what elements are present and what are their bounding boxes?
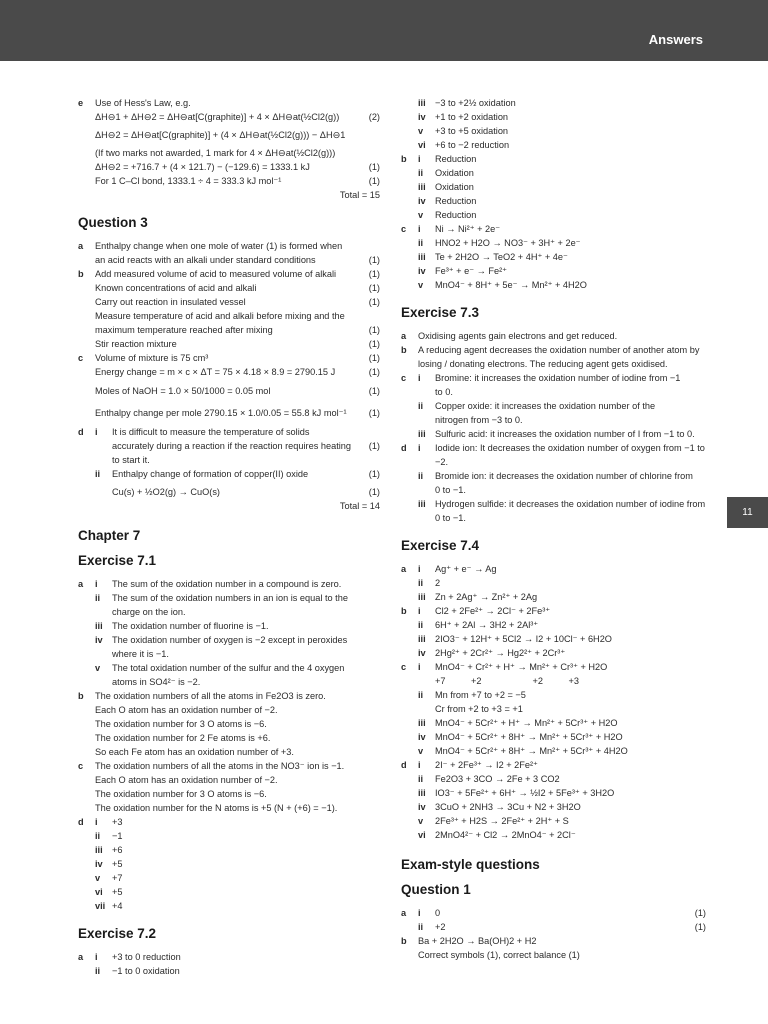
ex72-part-c: c i Ni → Ni²⁺ + 2e⁻: [401, 224, 501, 234]
list-item: v MnO4⁻ + 5Cr²⁺ + 8H⁺ → Mn²⁺ + 5Cr³⁺ + 4H2O: [418, 746, 628, 756]
answer-line: The oxidation number for the N atoms is +5 (N + (+6) = −1).: [95, 803, 338, 813]
answer-line: Carry out reaction in insulated vessel (1): [95, 297, 380, 307]
list-item: v +3 to +5 oxidation: [418, 126, 509, 136]
ex71-part-a: a i The sum of the oxidation number in a compound is zero.: [78, 579, 342, 589]
list-item: iii The oxidation number of fluorine is −1.: [95, 621, 269, 631]
answer-line: The oxidation number for 3 O atoms is −6.: [95, 719, 267, 729]
ex71-part-b: b The oxidation numbers of all the atoms in Fe2O3 is zero.: [78, 691, 326, 701]
ex72-part-b: b i Reduction: [401, 154, 477, 164]
exercise-7-2-heading: Exercise 7.2: [78, 926, 157, 941]
ex71-part-d: d i +3: [78, 817, 123, 827]
question-3-heading: Question 3: [78, 215, 148, 230]
answer-text: Use of Hess's Law, e.g.: [95, 98, 191, 108]
exercise-7-4-heading: Exercise 7.4: [401, 538, 480, 553]
list-item: ii 2: [418, 578, 441, 588]
answer-line: Each O atom has an oxidation number of −2.: [95, 775, 278, 785]
q3-part-a: a Enthalpy change when one mole of water (1) is formed when an acid reacts with an alkali under standard conditions (1): [78, 241, 380, 265]
list-item: ii HNO2 + H2O → NO3⁻ + 3H⁺ + 2e⁻: [418, 238, 581, 248]
list-item: iii Sulfuric acid: it increases the oxidation number of I from −1 to 0.: [418, 429, 695, 439]
list-item: v +7: [95, 873, 123, 883]
list-item: v Reduction: [418, 210, 477, 220]
list-item: vi +5: [95, 887, 123, 897]
list-item: iv The oxidation number of oxygen is −2 except in peroxides where it is −1.: [95, 635, 348, 659]
ex72-part-a: a i +3 to 0 reduction: [78, 952, 181, 962]
part-e: [78, 96, 380, 110]
answer-line: Measure temperature of acid and alkali before mixing and the maximum temperature reached after mixing (1): [95, 311, 380, 335]
answer-line: Enthalpy change per mole 2790.15 × 1.0/0.05 = 55.8 kJ mol⁻¹ (1): [95, 408, 380, 418]
list-item: iii IO3⁻ + 5Fe²⁺ + 6H⁺ → ½I2 + 5Fe³⁺ + 3H2O: [418, 788, 615, 798]
list-item: vi +6 to −2 reduction: [418, 140, 510, 150]
total: Total = 15: [339, 190, 380, 200]
q3-part-b: b Add measured volume of acid to measured volume of alkali (1): [78, 269, 380, 279]
list-item: iv MnO4⁻ + 5Cr²⁺ + 8H⁺ → Mn²⁺ + 5Cr³⁺ + H2O: [418, 732, 623, 742]
list-item: iv 2Hg²⁺ + 2Cr²⁺ → Hg2²⁺ + 2Cr³⁺: [418, 648, 566, 658]
q1-part-a: a i 0 (1): [401, 908, 706, 918]
list-item: ii Fe2O3 + 3CO → 2Fe + 3 CO2: [418, 774, 560, 784]
answer-line: Cu(s) + ½O2(g) → CuO(s) (1): [112, 487, 380, 497]
answer-line: ΔH⊖2 = ΔH⊖at[C(graphite)] + (4 × ΔH⊖at(½Cl2(g))) − ΔH⊖1: [95, 130, 346, 140]
mark: (1): [694, 908, 706, 918]
list-item: iii Zn + 2Ag⁺ → Zn²⁺ + 2Ag: [418, 592, 538, 602]
list-item: vii +4: [95, 901, 123, 911]
q3-part-c: c Volume of mixture is 75 cm³ (1): [78, 353, 380, 363]
list-item: v 2Fe³⁺ + H2S → 2Fe²⁺ + 2H⁺ + S: [418, 816, 569, 826]
list-item: iv Fe³⁺ + e⁻ → Fe²⁺: [418, 266, 507, 276]
list-item: ii −1 to 0 oxidation: [95, 966, 180, 976]
q1-part-b: b Ba + 2H2O → Ba(OH)2 + H2: [401, 936, 537, 946]
list-item: iii −3 to +2½ oxidation: [418, 98, 516, 108]
list-item: iii Oxidation: [418, 182, 474, 192]
list-item: iv 3CuO + 2NH3 → 3Cu + N2 + 3H2O: [418, 802, 581, 812]
ex73-part-b: b A reducing agent decreases the oxidation number of another atom by losing / donating electrons. The reducing agent gets oxidised.: [401, 345, 700, 369]
ex71-part-c: c The oxidation numbers of all the atoms in the NO3⁻ ion is −1.: [78, 761, 345, 771]
list-item: iv Reduction: [418, 196, 477, 206]
answer-line: For 1 C–Cl bond, 1333.1 ÷ 4 = 333.3 kJ mol⁻¹ (1): [95, 176, 380, 186]
list-item: iii +6: [95, 845, 123, 855]
list-item: ii Copper oxide: it increases the oxidation number of the nitrogen from −3 to 0.: [418, 401, 656, 425]
answer-line: (If two marks not awarded, 1 mark for 4 × ΔH⊖at(½Cl2(g))): [95, 148, 336, 158]
answer-line: ΔH⊖2 = +716.7 + (4 × 121.7) − (−129.6) = 1333.1 kJ (1): [95, 162, 380, 172]
ex73-part-c: c i Bromine: it increases the oxidation number of iodine from −1 to 0.: [401, 373, 681, 397]
answer-line: The oxidation number for 3 O atoms is −6.: [95, 789, 267, 799]
list-item: iii Te + 2H2O → TeO2 + 4H⁺ + 4e⁻: [418, 252, 568, 262]
list-item: iii Hydrogen sulfide: it decreases the oxidation number of iodine from 0 to −1.: [418, 499, 706, 523]
mark: (1): [368, 255, 380, 265]
ex73-part-d: d i Iodide ion: It decreases the oxidation number of oxygen from −1 to −2.: [401, 443, 705, 467]
answer-line: Cr from +2 to +3 = +1: [435, 704, 523, 714]
oxidation-numbers: +7 +2 +2 +3: [435, 676, 580, 686]
left-column: [78, 96, 380, 978]
list-item: ii −1: [95, 831, 123, 841]
list-item: ii Oxidation: [418, 168, 474, 178]
exercise-7-1-heading: Exercise 7.1: [78, 553, 157, 568]
question-1-heading: Question 1: [401, 882, 471, 897]
mark: (2): [368, 112, 380, 122]
mark: (1): [368, 162, 380, 172]
chapter-tab: 11: [727, 497, 768, 528]
list-item: ii 6H⁺ + 2Al → 3H2 + 2Al³⁺: [418, 620, 539, 630]
exam-style-heading: Exam-style questions: [401, 857, 540, 872]
list-item: ii +2 (1): [418, 922, 706, 932]
list-item: iii 2IO3⁻ + 12H⁺ + 5Cl2 → I2 + 10Cl⁻ + 6H2O: [418, 634, 612, 644]
answer-line: Energy change = m × c × ΔT = 75 × 4.18 × 8.9 = 2790.15 J (1): [95, 367, 380, 377]
chapter-heading: Chapter 7: [78, 528, 141, 543]
list-item: iii MnO4⁻ + 5Cr²⁺ + H⁺ → Mn²⁺ + 5Cr³⁺ + H2O: [418, 718, 618, 728]
list-item: ii Mn from +7 to +2 = −5: [418, 690, 526, 700]
answer-line: Correct symbols (1), correct balance (1): [418, 950, 580, 960]
mark: (1): [694, 922, 706, 932]
list-item: ii Bromide ion: it decreases the oxidation number of chlorine from 0 to −1.: [418, 471, 693, 495]
mark: (1): [368, 269, 380, 279]
answer-line: So each Fe atom has an oxidation number of +3.: [95, 747, 294, 757]
q3-part-d: d i It is difficult to measure the temperature of solids accurately during a reaction if the reaction requires heating to start it. (1): [78, 427, 380, 465]
list-item: v MnO4⁻ + 8H⁺ + 5e⁻ → Mn²⁺ + 4H2O: [418, 280, 587, 290]
list-item: iv +1 to +2 oxidation: [418, 112, 509, 122]
total: Total = 14: [339, 501, 380, 511]
exercise-7-3-heading: Exercise 7.3: [401, 305, 480, 320]
answer-line: The oxidation number for 2 Fe atoms is +6.: [95, 733, 271, 743]
answer-line: ΔH⊖1 + ΔH⊖2 = ΔH⊖at[C(graphite)] + 4 × ΔH⊖at(½Cl2(g)) (2): [95, 112, 380, 122]
ex73-part-a: a Oxidising agents gain electrons and get reduced.: [401, 331, 618, 341]
list-item: v The total oxidation number of the sulfur and the 4 oxygen atoms in SO4²⁻ is −2.: [95, 663, 345, 687]
part-label: e: [78, 98, 84, 108]
answer-line: Known concentrations of acid and alkali (1): [95, 283, 380, 293]
list-item: iv +5: [95, 859, 123, 869]
ex74-part-d: d i 2I⁻ + 2Fe³⁺ → I2 + 2Fe²⁺: [401, 760, 538, 770]
ex74-part-a: a i Ag⁺ + e⁻ → Ag: [401, 564, 497, 574]
answer-line: Stir reaction mixture (1): [95, 339, 380, 349]
mark: (1): [368, 176, 380, 186]
q3-part-d-ii: ii Enthalpy change of formation of copper(II) oxide (1): [95, 469, 380, 479]
list-item: vi 2MnO4²⁻ + Cl2 → 2MnO4⁻ + 2Cl⁻: [418, 830, 576, 840]
right-column: [401, 96, 706, 962]
ex74-part-b: b i Cl2 + 2Fe²⁺ → 2Cl⁻ + 2Fe³⁺: [401, 606, 551, 616]
header-title: Answers: [648, 32, 703, 47]
header-bar: [0, 0, 768, 61]
ex74-part-c: c i MnO4⁻ + Cr²⁺ + H⁺ → Mn²⁺ + Cr³⁺ + H2O: [401, 662, 608, 672]
answer-line: Each O atom has an oxidation number of −2.: [95, 705, 278, 715]
answer-line: Moles of NaOH = 1.0 × 50/1000 = 0.05 mol (1): [95, 386, 380, 396]
list-item: ii The sum of the oxidation numbers in an ion is equal to the charge on the ion.: [95, 593, 348, 617]
